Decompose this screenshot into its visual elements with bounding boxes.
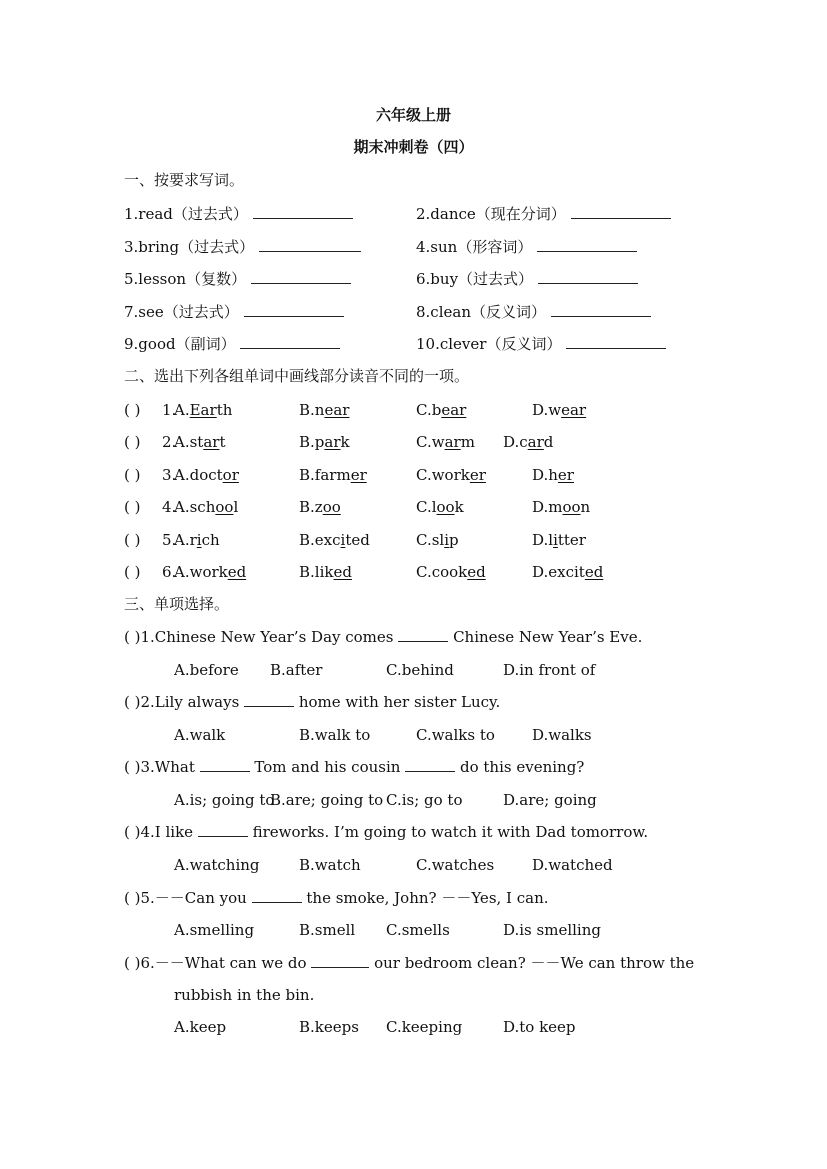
underlined-letters: ar <box>527 433 544 451</box>
option-d[interactable]: D.excited <box>532 563 604 581</box>
underlined-letters: er <box>469 466 486 484</box>
option-a[interactable]: A.start <box>174 433 226 451</box>
question-4: ( )4.I like fireworks. I’m going to watch it with Dad tomorrow. <box>124 823 649 841</box>
option-c[interactable]: C.keeping <box>386 1018 463 1036</box>
answer-blank[interactable] <box>240 334 340 349</box>
word-item-9: 9.good（副词） <box>124 334 340 354</box>
question-3: ( )3.What Tom and his cousin do this evening? <box>124 758 585 776</box>
option-a[interactable]: A.doctor <box>174 466 239 484</box>
word-item-10: 10.clever（反义词） <box>416 334 666 354</box>
option-b[interactable]: B.liked <box>299 563 352 581</box>
underlined-letters: ear <box>561 401 587 419</box>
option-d[interactable]: D.watched <box>532 856 613 874</box>
item-number: 5. <box>162 531 177 549</box>
question-blank <box>311 953 369 968</box>
underlined-letters: oo <box>436 498 455 516</box>
question-blank <box>405 757 455 772</box>
option-d[interactable]: D.are; going <box>503 791 597 809</box>
word-item-7: 7.see（过去式） <box>124 302 344 322</box>
underlined-letters: ear <box>324 401 350 419</box>
item-number: 4. <box>162 498 177 516</box>
underlined-letters: er <box>557 466 574 484</box>
option-b[interactable]: B.smell <box>299 921 356 939</box>
option-d[interactable]: D.in front of <box>503 661 596 679</box>
option-c[interactable]: C.look <box>416 498 464 516</box>
question-6: ( )6.－－What can we do our bedroom clean? －－We can throw the <box>124 954 695 972</box>
option-c[interactable]: C.behind <box>386 661 454 679</box>
underlined-letters: oo <box>322 498 341 516</box>
answer-paren[interactable]: ( ) <box>124 954 141 972</box>
section3-heading: 三、单项选择。 <box>124 595 230 613</box>
underlined-letters: oo <box>562 498 581 516</box>
option-d[interactable]: D.walks <box>532 726 592 744</box>
option-a[interactable]: A.rich <box>174 531 220 549</box>
option-b[interactable]: B.excited <box>299 531 370 549</box>
answer-blank[interactable] <box>566 334 666 349</box>
option-c[interactable]: C.walks to <box>416 726 495 744</box>
answer-paren[interactable]: ( ) <box>124 531 141 549</box>
question-blank <box>198 822 248 837</box>
option-b[interactable]: B.near <box>299 401 350 419</box>
word-item-6: 6.buy（过去式） <box>416 269 638 289</box>
question-1: ( )1.Chinese New Year’s Day comes Chinese New Year’s Eve. <box>124 628 643 646</box>
option-c[interactable]: C.warm <box>416 433 475 451</box>
underlined-letters: ed <box>333 563 352 581</box>
option-d[interactable]: D.litter <box>532 531 586 549</box>
option-c[interactable]: C.slip <box>416 531 459 549</box>
option-b[interactable]: B.watch <box>299 856 361 874</box>
answer-paren[interactable]: ( ) <box>124 498 141 516</box>
option-a[interactable]: A.smelling <box>174 921 255 939</box>
word-item-1: 1.read（过去式） <box>124 204 353 224</box>
question-6-continued: rubbish in the bin. <box>174 986 315 1004</box>
option-b[interactable]: B.park <box>299 433 350 451</box>
option-d[interactable]: D.moon <box>532 498 591 516</box>
question-5: ( )5.－－Can you the smoke, John? －－Yes, I can. <box>124 889 549 907</box>
answer-blank[interactable] <box>253 204 353 219</box>
underlined-letters: i <box>340 531 346 549</box>
underlined-letters: ear <box>441 401 467 419</box>
option-c[interactable]: C.bear <box>416 401 467 419</box>
answer-paren[interactable]: ( ) <box>124 563 141 581</box>
answer-blank[interactable] <box>551 302 651 317</box>
section1-heading: 一、按要求写词。 <box>124 171 245 189</box>
underlined-letters: i <box>444 531 450 549</box>
word-item-4: 4.sun（形容词） <box>416 237 637 257</box>
option-b[interactable]: B.are; going to <box>270 791 384 809</box>
option-b[interactable]: B.farmer <box>299 466 367 484</box>
option-d[interactable]: D.is smelling <box>503 921 601 939</box>
option-a[interactable]: A.school <box>174 498 239 516</box>
answer-paren[interactable]: ( ) <box>124 466 141 484</box>
option-c[interactable]: C.is; go to <box>386 791 463 809</box>
answer-blank[interactable] <box>244 302 344 317</box>
item-number: 1. <box>162 401 177 419</box>
option-a[interactable]: A.is; going to <box>174 791 275 809</box>
item-number: 6. <box>162 563 177 581</box>
option-b[interactable]: B.zoo <box>299 498 341 516</box>
option-a[interactable]: A.before <box>174 661 239 679</box>
page-title: 六年级上册 <box>375 106 451 124</box>
question-2: ( )2.Lily always home with her sister Lucy. <box>124 693 501 711</box>
underlined-letters: ar <box>324 433 341 451</box>
answer-blank[interactable] <box>537 237 637 252</box>
underlined-letters: oo <box>215 498 234 516</box>
word-item-3: 3.bring（过去式） <box>124 237 361 257</box>
question-blank <box>398 627 448 642</box>
item-number: 3. <box>162 466 177 484</box>
word-item-8: 8.clean（反义词） <box>416 302 651 322</box>
answer-paren[interactable]: ( ) <box>124 693 141 711</box>
option-d[interactable]: D.card <box>503 433 554 451</box>
question-blank <box>252 888 302 903</box>
underlined-letters: or <box>222 466 239 484</box>
answer-blank[interactable] <box>538 269 638 284</box>
underlined-letters: Ear <box>189 401 217 419</box>
option-d[interactable]: D.to keep <box>503 1018 576 1036</box>
answer-paren[interactable]: ( ) <box>124 758 141 776</box>
option-c[interactable]: C.worker <box>416 466 486 484</box>
option-a[interactable]: A.watching <box>174 856 260 874</box>
option-d[interactable]: D.wear <box>532 401 587 419</box>
answer-blank[interactable] <box>571 204 671 219</box>
answer-paren[interactable]: ( ) <box>124 823 141 841</box>
option-b[interactable]: B.keeps <box>299 1018 359 1036</box>
option-c[interactable]: C.cooked <box>416 563 486 581</box>
option-a[interactable]: A.Earth <box>174 401 233 419</box>
answer-paren[interactable]: ( ) <box>124 433 141 451</box>
option-a[interactable]: A.keep <box>174 1018 227 1036</box>
answer-paren[interactable]: ( ) <box>124 889 141 907</box>
option-b[interactable]: B.walk to <box>299 726 371 744</box>
underlined-letters: ed <box>467 563 486 581</box>
option-a[interactable]: A.walk <box>174 726 226 744</box>
question-blank <box>244 692 294 707</box>
underlined-letters: ar <box>203 433 220 451</box>
option-c[interactable]: C.smells <box>386 921 450 939</box>
word-item-2: 2.dance（现在分词） <box>416 204 671 224</box>
item-number: 2. <box>162 433 177 451</box>
option-d[interactable]: D.her <box>532 466 574 484</box>
underlined-letters: i <box>196 531 202 549</box>
question-blank <box>200 757 250 772</box>
option-b[interactable]: B.after <box>270 661 323 679</box>
answer-blank[interactable] <box>251 269 351 284</box>
answer-blank[interactable] <box>259 237 361 252</box>
answer-paren[interactable]: ( ) <box>124 401 141 419</box>
underlined-letters: ar <box>444 433 461 451</box>
option-a[interactable]: A.worked <box>174 563 247 581</box>
underlined-letters: ed <box>584 563 604 581</box>
underlined-letters: ed <box>227 563 247 581</box>
option-c[interactable]: C.watches <box>416 856 495 874</box>
word-item-5: 5.lesson（复数） <box>124 269 351 289</box>
underlined-letters: i <box>553 531 558 549</box>
underlined-letters: er <box>350 466 367 484</box>
answer-paren[interactable]: ( ) <box>124 628 141 646</box>
section2-heading: 二、选出下列各组单词中画线部分读音不同的一项。 <box>124 367 470 385</box>
page-subtitle: 期末冲刺卷（四） <box>353 138 474 156</box>
